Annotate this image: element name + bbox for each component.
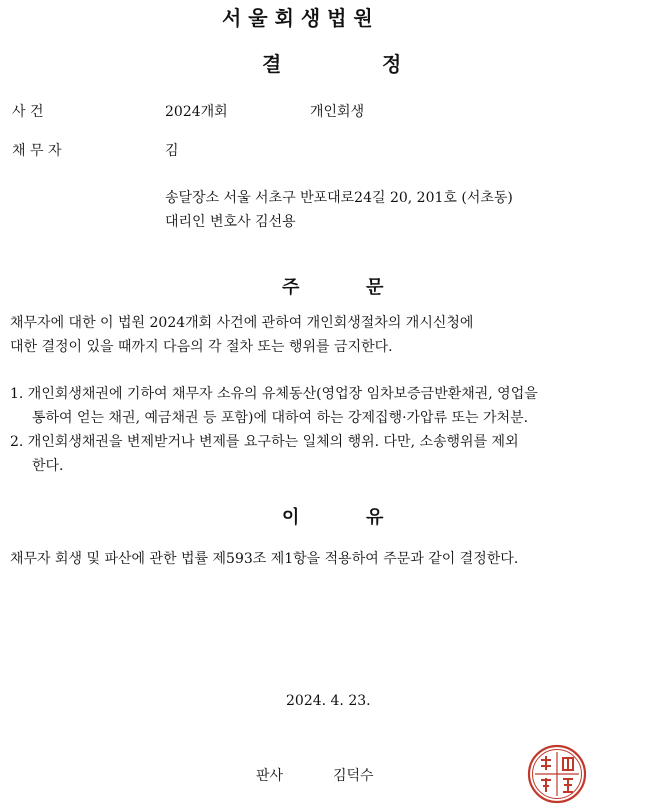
- order-paragraph-line1: 채무자에 대한 이 법원 2024개회 사건에 관하여 개인회생절차의 개시신청에: [10, 315, 474, 331]
- case-name: 개인회생: [310, 104, 365, 120]
- debtor-name: 김: [165, 143, 179, 159]
- order-heading-left: 주: [282, 277, 300, 298]
- case-label: 사 건: [12, 104, 44, 120]
- decision-date: 2024. 4. 23.: [286, 693, 371, 709]
- debtor-agent: 대리인 변호사 김선용: [165, 214, 296, 230]
- judge-name: 김덕수: [333, 768, 374, 784]
- judge-label: 판사: [256, 768, 284, 784]
- reason-heading-left: 이: [282, 507, 300, 528]
- case-number: 2024개회: [165, 104, 228, 120]
- order-heading-right: 문: [366, 277, 384, 298]
- debtor-label: 채 무 자: [12, 143, 62, 159]
- order-item-2-line1: 2. 개인회생채권을 변제받거나 변제를 요구하는 일체의 행위. 다만, 소송행위를 제외: [10, 434, 519, 450]
- order-item-1-line1: 1. 개인회생채권에 기하여 채무자 소유의 유체동산(영업장 임차보증금반환채권, 영업을: [10, 386, 538, 402]
- doc-type-left: 결: [262, 52, 282, 76]
- order-item-2-line2: 한다.: [32, 458, 64, 474]
- order-item-1-line2: 통하여 얻는 채권, 예금채권 등 포함)에 대하여 하는 강제집행·가압류 또는 가처분.: [32, 410, 529, 426]
- doc-type-right: 정: [382, 52, 402, 76]
- order-paragraph-line2: 대한 결정이 있을 때까지 다음의 각 절차 또는 행위를 금지한다.: [10, 339, 393, 355]
- reason-text: 채무자 회생 및 파산에 관한 법률 제593조 제1항을 적용하여 주문과 같이 결정한다.: [10, 551, 519, 567]
- debtor-address: 송달장소 서울 서초구 반포대로24길 20, 201호 (서초동): [165, 190, 513, 206]
- court-name: 서 울 회 생 법 원: [222, 6, 373, 30]
- reason-heading-right: 유: [366, 507, 384, 528]
- judge-seal-icon: [527, 744, 587, 804]
